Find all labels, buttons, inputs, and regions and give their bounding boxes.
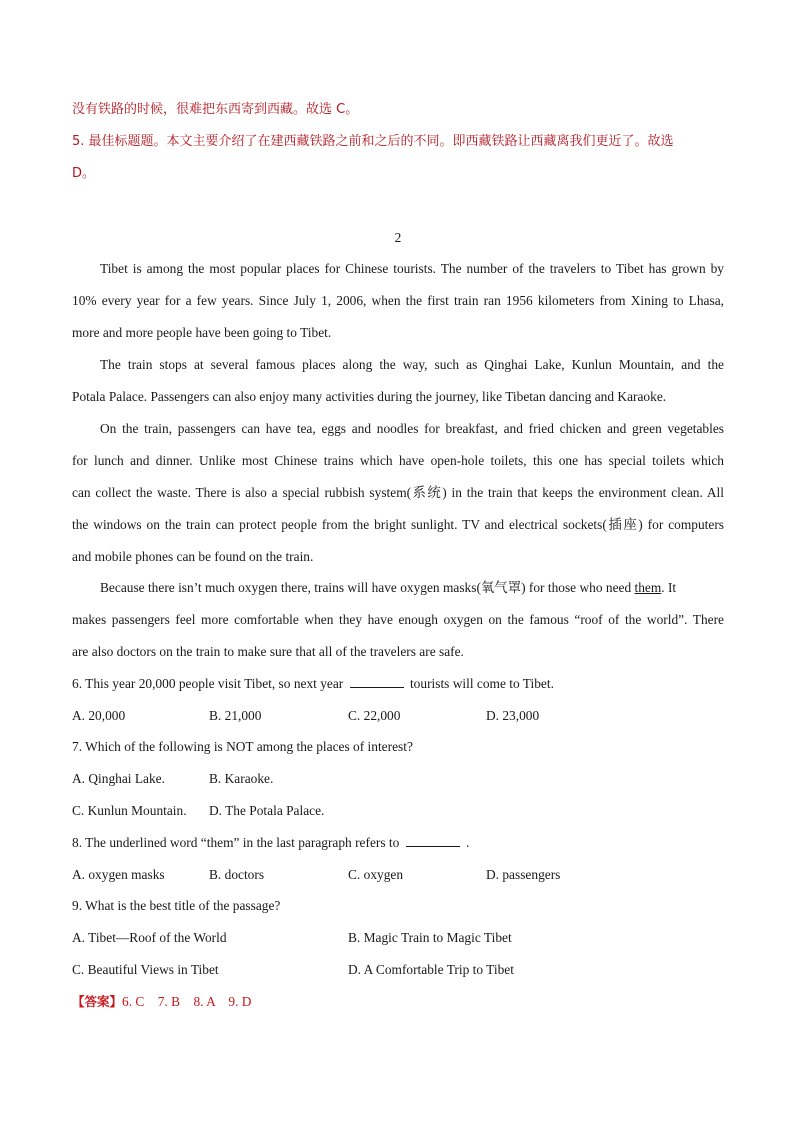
passage-p3-line-5: and mobile phones can be found on the train. xyxy=(72,549,314,564)
q6-option-a: A. 20,000 xyxy=(72,708,126,723)
q7-option-d: D. The Potala Palace. xyxy=(209,803,325,818)
passage-p4-line-2: makes passengers feel more comfortable when they have enough oxygen on the famous “roof of the world”. There xyxy=(72,612,724,627)
passage-p3-line-4: the windows on the train can protect people from the bright sunlight. TV and electrical sockets(插座) for computers xyxy=(72,517,724,532)
q6-option-c: C. 22,000 xyxy=(348,708,401,723)
prev-answer-line-2: 5. 最佳标题题。本文主要介绍了在建西藏铁路之前和之后的不同。即西藏铁路让西藏离我们更近了。故选 xyxy=(72,134,674,149)
q7-option-a: A. Qinghai Lake. xyxy=(72,771,165,786)
question-8-stem xyxy=(72,834,724,852)
answer-blank xyxy=(350,675,404,688)
q8-option-b: B. doctors xyxy=(209,867,265,882)
answer-blank xyxy=(406,834,460,847)
passage-p2-line-2: Potala Palace. Passengers can also enjoy many activities during the journey, like Tibetan dancing and Karaoke. xyxy=(72,389,667,404)
q9-option-b: B. Magic Train to Magic Tibet xyxy=(348,930,512,945)
prev-answer-line-1: 没有铁路的时候，很难把东西寄到西藏。故选 C。 xyxy=(72,102,359,117)
answer-line xyxy=(72,993,724,1011)
q6-option-b: B. 21,000 xyxy=(209,708,262,723)
q7-option-b: B. Karaoke. xyxy=(209,771,274,786)
passage-p4-line-3: are also doctors on the train to make sure that all of the travelers are safe. xyxy=(72,644,464,659)
underlined-word-them: them xyxy=(634,580,662,595)
q8-stem-before: 8. The underlined word “them” in the last paragraph refers to xyxy=(72,835,403,850)
q8-option-a: A. oxygen masks xyxy=(72,867,165,882)
q9-option-a: A. Tibet—Roof of the World xyxy=(72,930,227,945)
q9-option-d: D. A Comfortable Trip to Tibet xyxy=(348,962,514,977)
p4-text-after: . It xyxy=(661,580,677,595)
question-6-stem xyxy=(72,675,724,693)
passage-p1-line-2: 10% every year for a few years. Since July 1, 2006, when the first train ran 1956 kilometers from Xining to Lhasa, xyxy=(72,293,724,308)
passage-p2-line-1: The train stops at several famous places along the way, such as Qinghai Lake, Kunlun Mountain, and the xyxy=(100,357,724,372)
q7-option-c: C. Kunlun Mountain. xyxy=(72,803,187,818)
passage-p3-line-2: for lunch and dinner. Unlike most Chinese trains which have open-hole toilets, this one has special toilets which xyxy=(72,453,724,468)
question-9-stem: 9. What is the best title of the passage? xyxy=(72,898,281,913)
q6-option-d: D. 23,000 xyxy=(486,708,540,723)
question-7-stem: 7. Which of the following is NOT among the places of interest? xyxy=(72,739,413,754)
passage-p4-line-1 xyxy=(100,579,724,597)
p4-text-before: Because there isn’t much oxygen there, trains will have oxygen masks(氧气罩) for those who need xyxy=(100,580,635,595)
passage-p1-line-1: Tibet is among the most popular places for Chinese tourists. The number of the travelers to Tibet has grown by xyxy=(100,261,724,276)
passage-p1-line-3: more and more people have been going to Tibet. xyxy=(72,325,332,340)
answer-text: 6. C 7. B 8. A 9. D xyxy=(122,994,252,1009)
section-number: 2 xyxy=(394,230,402,245)
q8-stem-after: . xyxy=(462,835,470,850)
q8-option-c: C. oxygen xyxy=(348,867,404,882)
q6-stem-after: tourists will come to Tibet. xyxy=(406,676,554,691)
passage-p3-line-1: On the train, passengers can have tea, eggs and noodles for breakfast, and fried chicken and green vegetables xyxy=(100,421,724,436)
q9-option-c: C. Beautiful Views in Tibet xyxy=(72,962,219,977)
answer-tag: 【答案】 xyxy=(72,994,123,1009)
q8-option-d: D. passengers xyxy=(486,867,561,882)
passage-p3-line-3: can collect the waste. There is also a special rubbish system(系统) in the train that keeps the environment clean. All xyxy=(72,485,724,500)
prev-answer-line-3: D。 xyxy=(72,166,96,181)
q6-stem-before: 6. This year 20,000 people visit Tibet, so next year xyxy=(72,676,347,691)
